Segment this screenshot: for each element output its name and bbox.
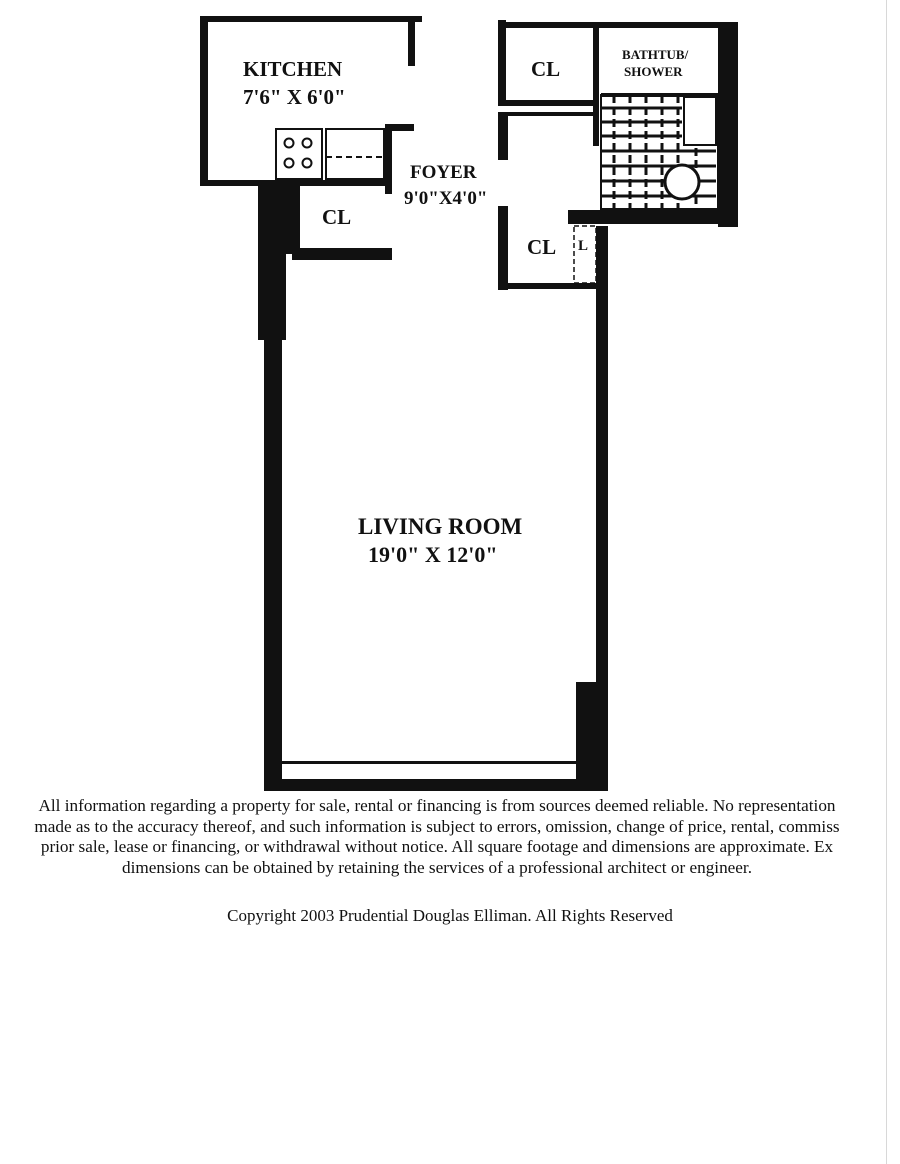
- kitchen-dims: 7'6" X 6'0": [243, 85, 346, 109]
- sink: [326, 129, 384, 179]
- room-labels: [243, 47, 689, 567]
- burner-icon: [285, 159, 294, 168]
- closet-label: CL: [527, 235, 557, 259]
- kitchen-name: KITCHEN: [243, 57, 343, 81]
- living-room-name: LIVING ROOM: [358, 514, 523, 539]
- disclaimer-line: prior sale, lease or financing, or withdrawal without notice. All square footage and dimensions are approximate. Ex: [40, 837, 834, 856]
- stove: [276, 129, 322, 179]
- burner-icon: [285, 139, 294, 148]
- walls: [200, 16, 738, 791]
- copyright: Copyright 2003 Prudential Douglas Elliman. All Rights Reserved: [227, 906, 673, 925]
- living-room-dims: 19'0" X 12'0": [368, 542, 498, 567]
- page-edge-divider: [886, 0, 887, 1164]
- foyer-dims: 9'0"X4'0": [404, 188, 488, 209]
- linen-label: L: [578, 238, 589, 254]
- disclaimer-line: All information regarding a property for sale, rental or financing is from sources deemed reliable. No representation: [38, 796, 836, 815]
- foyer-name: FOYER: [410, 162, 477, 183]
- closet-label: CL: [531, 57, 561, 81]
- toilet: [665, 165, 699, 199]
- vanity: [684, 97, 716, 145]
- bath-label-line1: BATHTUB/: [622, 47, 689, 62]
- burner-icon: [303, 159, 312, 168]
- linen-closet: [574, 226, 596, 283]
- disclaimer-line: made as to the accuracy thereof, and such information is subject to errors, omission, change of price, rental, commiss: [34, 816, 840, 836]
- bath-label-line2: SHOWER: [624, 64, 683, 79]
- disclaimer-line: dimensions can be obtained by retaining the services of a professional architect or engineer.: [122, 857, 752, 877]
- closet-label: CL: [322, 205, 352, 229]
- disclaimer: [0, 796, 862, 878]
- burner-icon: [303, 139, 312, 148]
